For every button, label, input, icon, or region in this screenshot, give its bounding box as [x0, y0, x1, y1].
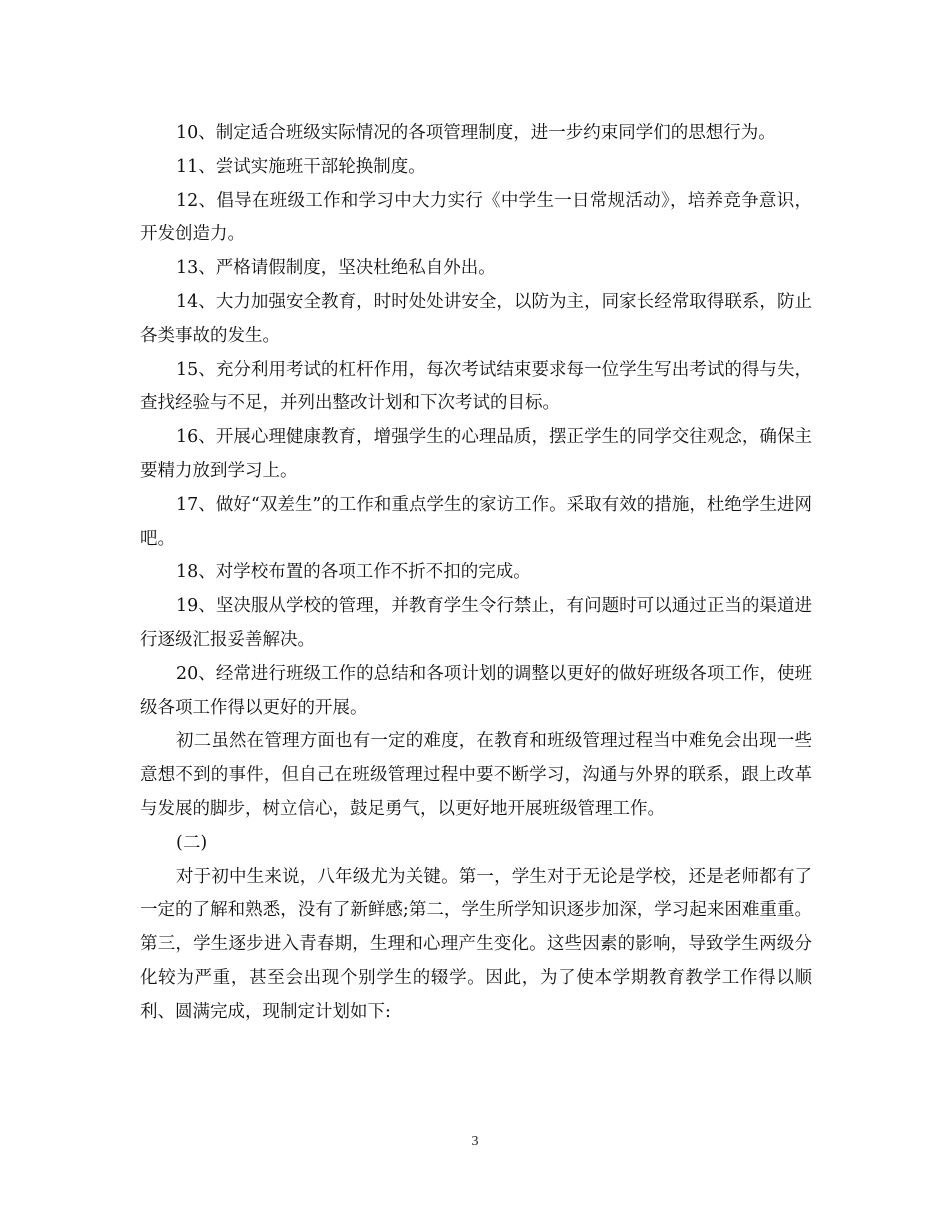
paragraph-item-14: 14、大力加强安全教育，时时处处讲安全，以防为主，同家长经常取得联系，防止各类事故的发生。: [140, 291, 812, 346]
paragraph-item-17: 17、做好“双差生”的工作和重点学生的家访工作。采取有效的措施，杜绝学生进网吧。: [140, 494, 812, 549]
paragraph-item-15: 15、充分利用考试的杠杆作用，每次考试结束要求每一位学生写出考试的得与失，查找经验与不足，并列出整改计划和下次考试的目标。: [140, 359, 812, 414]
paragraph-item-16: 16、开展心理健康教育，增强学生的心理品质，摆正学生的同学交往观念，确保主要精力放到学习上。: [140, 427, 812, 481]
paragraph-item-12: 12、倡导在班级工作和学习中大力实行《中学生一日常规活动》，培养竞争意识，开发创造力。: [140, 190, 812, 245]
section-heading: (二): [176, 832, 208, 853]
paragraph-item-13: 13、严格请假制度，坚决杜绝私自外出。: [176, 258, 496, 279]
paragraph-item-18: 18、对学校布置的各项工作不折不扣的完成。: [176, 562, 531, 583]
intro-paragraph: 对于初中生来说，八年级尤为关键。第一，学生对于无论是学校，还是老师都有了一定的了解和熟悉，没有了新鲜感;第二，学生所学知识逐步加深，学习起来困难重重。第三，学生逐步进入青春期，生理和心理产生变化。这些因素的影响，导致学生两级分化较为严重，甚至会出现个别学生的辍学。因此，为了使本学期教育教学工作得以顺利、圆满完成，现制定计划如下:: [140, 866, 812, 1022]
page-number: 3: [471, 1134, 479, 1149]
document-body: [140, 117, 812, 1030]
paragraph-item-19: 19、坚决服从学校的管理，并教育学生令行禁止，有问题时可以通过正当的渠道进行逐级汇报妥善解决。: [140, 596, 812, 650]
paragraph-item-11: 11、尝试实施班干部轮换制度。: [176, 156, 426, 177]
summary-paragraph: 初二虽然在管理方面也有一定的难度，在教育和班级管理过程当中难免会出现一些意想不到的事件，但自己在班级管理过程中要不断学习，沟通与外界的联系，跟上改革与发展的脚步，树立信心，鼓足勇气，以更好地开展班级管理工作。: [140, 731, 812, 819]
paragraph-item-10: 10、制定适合班级实际情况的各项管理制度，进一步约束同学们的思想行为。: [176, 123, 776, 143]
paragraph-item-20: 20、经常进行班级工作的总结和各项计划的调整以更好的做好班级各项工作，使班级各项工作得以更好的开展。: [140, 663, 812, 718]
